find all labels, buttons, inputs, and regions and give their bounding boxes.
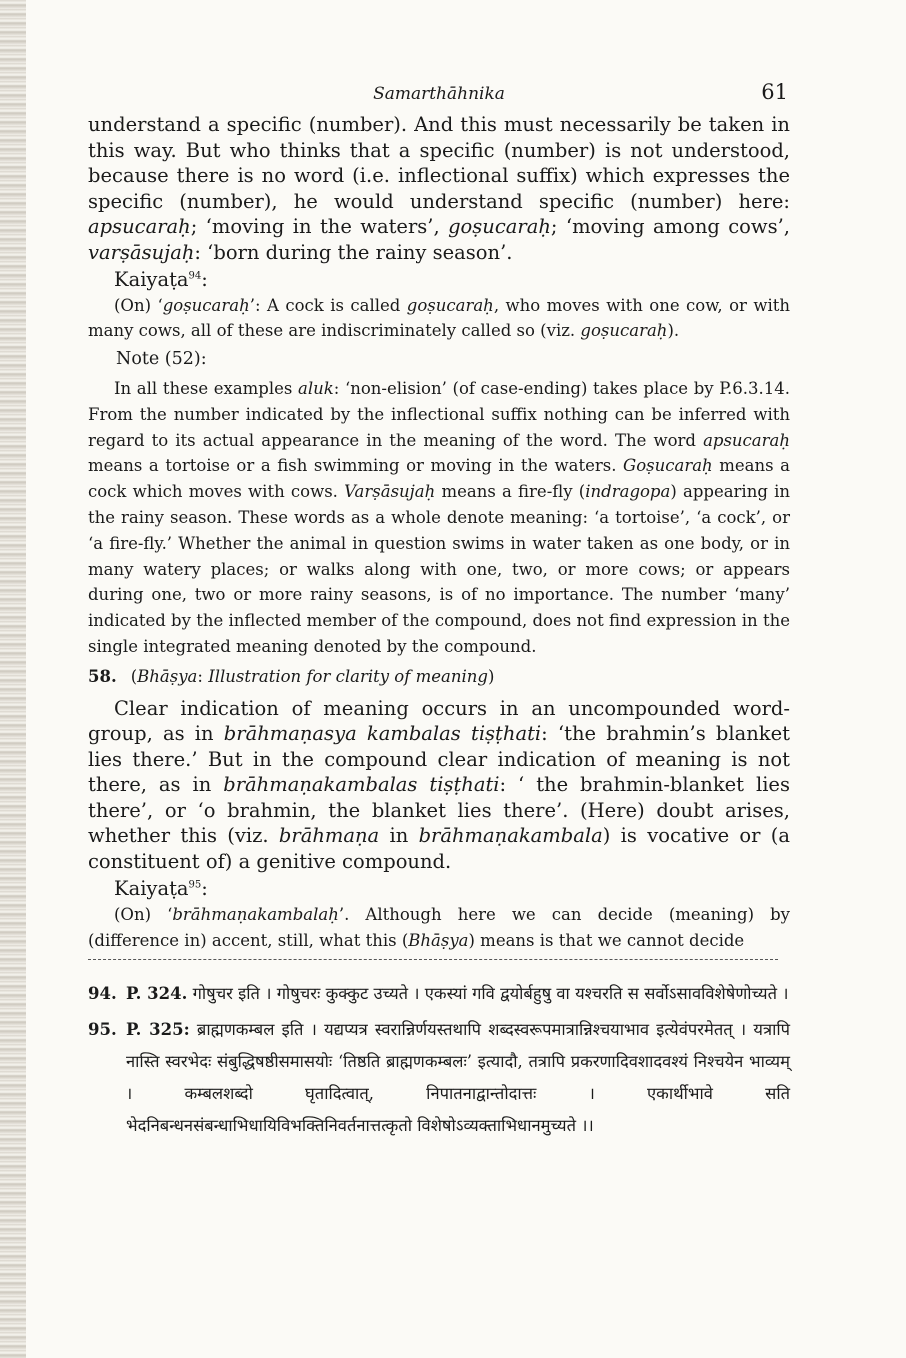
kaiyata-commentary-95: (On) ‘brāhmaṇakambalaḥ’. Although here we can decide (meaning) by (difference in) accent, still, what this (Bhāṣya) means is that we cannot decide — [88, 904, 790, 950]
page-number: 61 — [761, 80, 788, 104]
footnote-95 — [88, 1014, 790, 1142]
footnote-divider — [88, 959, 778, 960]
running-title: Samarthāhnika — [373, 84, 505, 104]
footnote-text: P. 324. गोषुचर इति । गोषुचरः कुक्कुट उच्यते । एकस्यां गवि द्वयोर्बहुषु वा यश्चरति स सर्वोऽसावविशेषेणोच्यते । — [126, 984, 789, 1004]
kaiyata-label-94: Kaiyaṭa$^{94}$: — [114, 268, 208, 291]
paragraph-continuation: understand a specific (number). And this must necessarily be taken in this way. But who thinks that a specific (number) is not understood, because there is no word (i.e. inflectional suffix) which expresses the specific (number), he would understand specific (number) here: apsucaraḥ; ‘moving in the waters’, goṣucaraḥ; ‘moving among cows’, varṣāsujaḥ: ‘born during the rainy season’. — [88, 113, 791, 264]
book-page — [88, 78, 790, 1146]
page-binding-edge — [0, 0, 26, 1358]
running-head — [88, 78, 790, 112]
footnote-94 — [88, 978, 790, 1010]
kaiyata-label-95: Kaiyaṭa$^{95}$: — [114, 877, 208, 901]
bhasya-paragraph: Clear indication of meaning occurs in an uncompounded word-group, as in brāhmaṇasya kambalas tiṣṭhati: ‘the brahmin’s blanket lies there.’ But in the compound clear indication of meaning is not there, as in brāhmaṇakambalas tiṣṭhati: ‘ the brahmin-blanket lies there’, or ‘o brahmin, the blanket lies there’. (Here) doubt arises, whether this (viz. brāhmaṇa in brāhmaṇakambala) is vocative or (a constituent of) a genitive compound. — [88, 696, 790, 873]
note-label: Note (52): — [116, 349, 207, 370]
footnote-number: 95. — [88, 1020, 117, 1040]
footnote-text: P. 325: ब्राह्मणकम्बल इति । यद्यप्यत्र स्वरान्निर्णयस्तथापि शब्दस्वरूपमात्रान्निश्चयाभाव इत्येवंपरमेतत् । यत्रापि नास्ति स्वरभेदः संबुद्धिषष्ठीसमासयोः ‘तिष्ठति ब्राह्मणकम्बलः’ इत्यादौ, तत्रापि प्रकरणादिवशादवश्यं निश्चयेन भाव्यम् । कम्बलशब्दो घृतादित्वात्, निपातनाद्वान्तोदात्तः । एकार्थीभावे सति भेदनिबन्धनसंबन्धाभिधायिविभक्तिनिवर्तनात्तत्कृतो विशेषोऽव्यक्ताभिधानमुच्यते ।। — [126, 1020, 791, 1136]
note-paragraph: In all these examples aluk: ‘non-elision’ (of case-ending) takes place by P.6.3.14. From the number indicated by the inflectional suffix nothing can be inferred with regard to its actual appearance in the meaning of the word. The word apsucaraḥ means a tortoise or a fish swimming or moving in the waters. Goṣucaraḥ means a cock which moves with cows. Varṣāsujaḥ means a fire-fly (indragopa) appearing in the rainy season. These words as a whole denote meaning: ‘a tortoise’, ‘a cock’, or ‘a fire-fly.’ Whether the animal in question swims in water taken as one body, or in many watery places; or walks along with one, two, or more cows; or appears during one, two or more rainy seasons, is of no importance. The number ‘many’ indicated by the inflected member of the compound, does not find expression in the single integrated meaning denoted by the compound. — [88, 379, 791, 657]
section-heading-58: 58. (Bhāṣya: Illustration for clarity of meaning) — [88, 666, 495, 686]
footnote-number: 94. — [88, 984, 117, 1004]
footnote-ref-95[interactable]: 95 — [188, 879, 202, 891]
footnote-ref-94[interactable]: 94 — [188, 270, 202, 282]
kaiyata-commentary-94: (On) ‘goṣucaraḥ’: A cock is called goṣucaraḥ, who moves with one cow, or with many cows, all of these are indiscriminately called so (viz. goṣucaraḥ). — [88, 295, 790, 341]
